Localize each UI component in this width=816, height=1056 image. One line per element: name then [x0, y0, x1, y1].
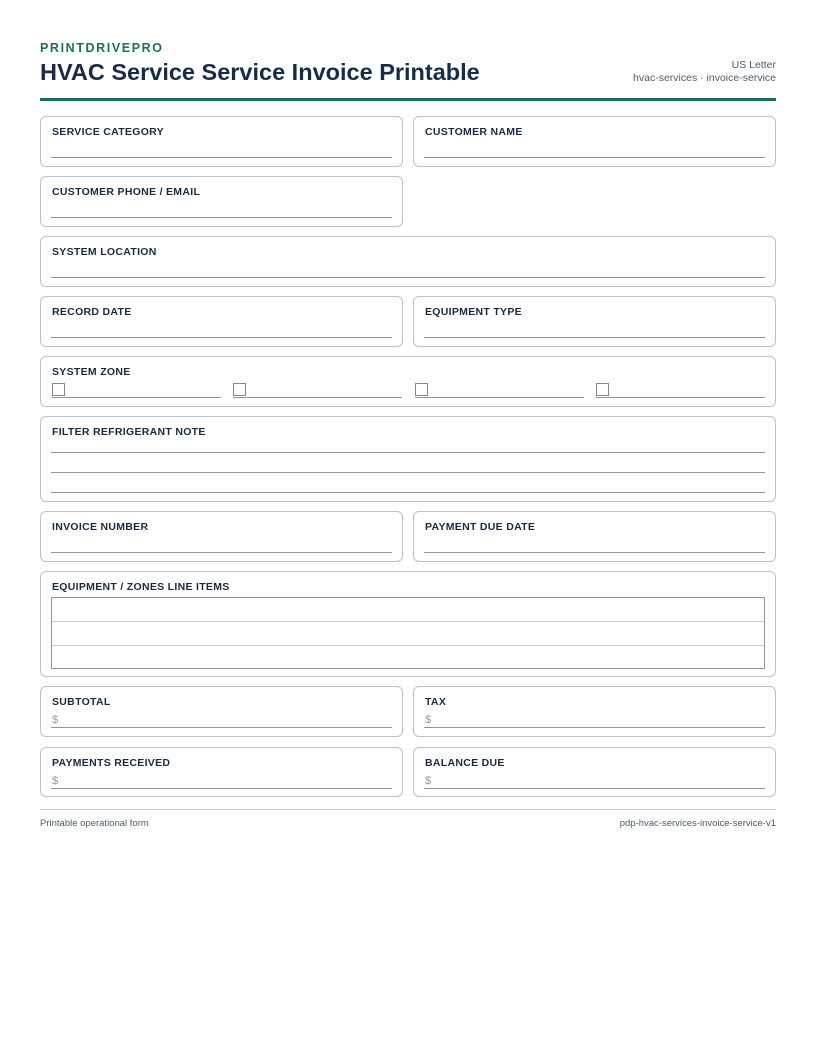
payments-received-line[interactable]	[51, 788, 392, 789]
currency-symbol: $	[52, 775, 59, 787]
checkbox[interactable]	[415, 383, 428, 396]
payments-received-label: PAYMENTS RECEIVED	[52, 757, 171, 769]
document-header	[40, 40, 776, 101]
system-location-field	[40, 236, 776, 287]
note-line-3[interactable]	[51, 492, 765, 493]
filter-refrigerant-note-label: FILTER REFRIGERANT NOTE	[52, 426, 206, 438]
checkbox[interactable]	[596, 383, 609, 396]
subtotal-label: SUBTOTAL	[52, 696, 111, 708]
currency-symbol: $	[425, 714, 432, 726]
table-row[interactable]	[52, 598, 764, 622]
footer-form-id: pdp-hvac-services-invoice-service-v1	[619, 818, 776, 829]
payment-due-date-label: PAYMENT DUE DATE	[425, 521, 536, 533]
payment-due-date-field	[413, 511, 776, 562]
footer-divider	[40, 809, 776, 810]
checkbox[interactable]	[52, 383, 65, 396]
service-category-field	[40, 116, 403, 167]
customer-contact-field	[40, 176, 403, 227]
tax-line[interactable]	[424, 727, 765, 728]
currency-symbol: $	[425, 775, 432, 787]
document-meta	[633, 59, 776, 85]
line-items-label: EQUIPMENT / ZONES LINE ITEMS	[52, 581, 230, 593]
page-title: HVAC Service Service Invoice Printable	[40, 59, 480, 85]
balance-due-line[interactable]	[424, 788, 765, 789]
system-zone-option-1[interactable]	[52, 383, 221, 397]
customer-name-label: CUSTOMER NAME	[425, 126, 523, 138]
subtotal-line[interactable]	[51, 727, 392, 728]
balance-due-field	[413, 747, 776, 797]
equipment-type-field	[413, 296, 776, 347]
filter-refrigerant-note-field	[40, 416, 776, 502]
system-zone-option-3[interactable]	[415, 383, 584, 397]
system-zone-label: SYSTEM ZONE	[52, 366, 131, 378]
equipment-type-line[interactable]	[424, 337, 765, 338]
table-row[interactable]	[52, 622, 764, 646]
system-location-line[interactable]	[51, 277, 765, 278]
option-line	[233, 397, 402, 398]
tax-field	[413, 686, 776, 737]
service-category-line[interactable]	[51, 157, 392, 158]
customer-name-line[interactable]	[424, 157, 765, 158]
option-line	[596, 397, 765, 398]
document-category: hvac-services · invoice-service	[633, 72, 776, 84]
subtotal-field	[40, 686, 403, 737]
currency-symbol: $	[52, 714, 59, 726]
invoice-number-label: INVOICE NUMBER	[52, 521, 149, 533]
payment-due-date-line[interactable]	[424, 552, 765, 553]
invoice-number-field	[40, 511, 403, 562]
brand-name: PRINTDRIVEPRO	[40, 41, 164, 55]
payments-received-field	[40, 747, 403, 797]
paper-size: US Letter	[731, 59, 776, 71]
line-items-table	[51, 597, 765, 669]
note-line-1[interactable]	[51, 452, 765, 453]
option-line	[415, 397, 584, 398]
service-category-label: SERVICE CATEGORY	[52, 126, 164, 138]
record-date-field	[40, 296, 403, 347]
system-zone-option-4[interactable]	[596, 383, 765, 397]
option-line	[52, 397, 221, 398]
customer-contact-line[interactable]	[51, 217, 392, 218]
invoice-number-line[interactable]	[51, 552, 392, 553]
equipment-type-label: EQUIPMENT TYPE	[425, 306, 522, 318]
footer-left-text: Printable operational form	[40, 818, 149, 829]
system-location-label: SYSTEM LOCATION	[52, 246, 157, 258]
tax-label: TAX	[425, 696, 447, 708]
system-zone-field	[40, 356, 776, 407]
record-date-line[interactable]	[51, 337, 392, 338]
record-date-label: RECORD DATE	[52, 306, 132, 318]
system-zone-option-2[interactable]	[233, 383, 402, 397]
table-row[interactable]	[52, 646, 764, 670]
line-items-field	[40, 571, 776, 677]
customer-contact-label: CUSTOMER PHONE / EMAIL	[52, 186, 201, 198]
checkbox[interactable]	[233, 383, 246, 396]
note-line-2[interactable]	[51, 472, 765, 473]
customer-name-field	[413, 116, 776, 167]
balance-due-label: BALANCE DUE	[425, 757, 505, 769]
